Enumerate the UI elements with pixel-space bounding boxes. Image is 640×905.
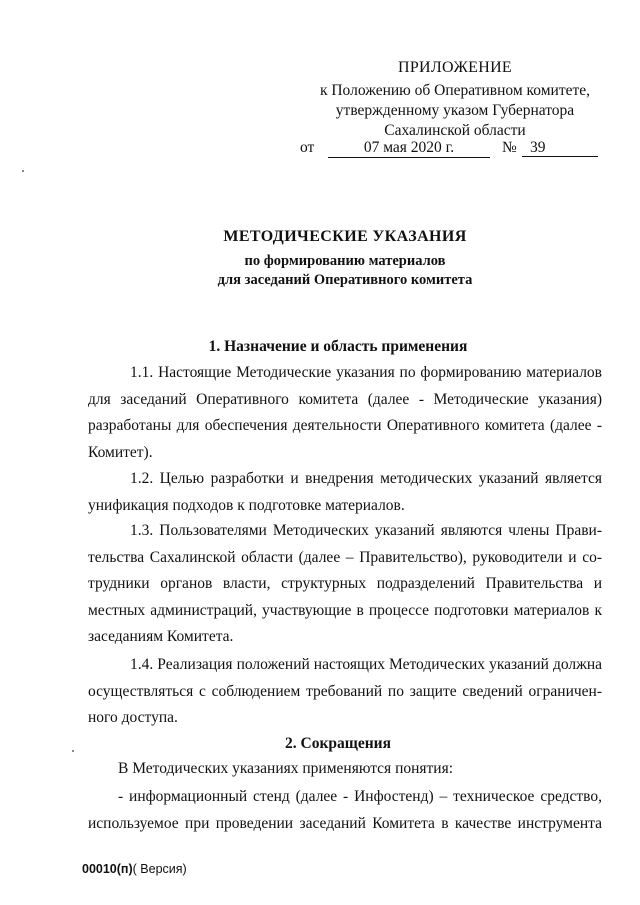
document-subtitle-line-1: по формированию материалов	[244, 253, 446, 269]
text-line: унификация подходов к подготовке материалов.	[88, 496, 405, 514]
text-line: тельства Сахалинской области (далее – Правительство), руководители и со-	[88, 548, 602, 566]
appendix-line: утвержденному указом Губернатора	[335, 102, 575, 119]
section-1-heading: 1. Назначение и область применения	[208, 338, 468, 355]
text-line: В Методических указаниях применяются понятия:	[118, 760, 454, 777]
paragraph-2-intro	[88, 756, 602, 783]
text-line: осуществляться с соблюдением требований по защите сведений ограничен-	[88, 682, 602, 700]
text-line: для заседаний Оперативного комитета (далее - Методические указания)	[88, 390, 602, 408]
text-line: 1.3. Пользователями Методических указаний являются члены Прави-	[130, 522, 602, 539]
text-line: заседаниям Комитета.	[88, 628, 234, 645]
scan-speck	[22, 170, 24, 172]
date-prefix: от	[300, 139, 315, 156]
page-footer	[82, 862, 187, 876]
appendix-title: ПРИЛОЖЕНИЕ	[397, 59, 512, 76]
paragraph-2-definition	[88, 784, 602, 837]
document-subtitle-line-2: для заседаний Оперативного комитета	[217, 272, 473, 288]
appendix-line: Сахалинской области	[384, 122, 526, 139]
text-line: местных администраций, участвующие в процессе подготовки материалов к	[88, 601, 602, 619]
text-line: 1.2. Целью разработки и внедрения методических указаний является	[130, 470, 602, 487]
text-line: используемое при проведении заседаний Комитета в качестве инструмента	[88, 814, 602, 832]
text-line: 1.1. Настоящие Методические указания по формированию материалов	[130, 364, 602, 381]
paragraph-1-3	[88, 518, 602, 651]
text-line: разработаны для обеспечения деятельности Оперативного комитета (далее -	[88, 417, 602, 434]
text-line: - информационный стенд (далее - Инфостенд) – техническое средство,	[118, 788, 602, 805]
text-line: 1.4. Реализация положений настоящих Методических указаний должна	[130, 656, 602, 673]
document-title: МЕТОДИЧЕСКИЕ УКАЗАНИЯ	[223, 228, 467, 245]
appendix-line: к Положению об Оперативном комитете,	[319, 82, 591, 99]
text-line: трудники органов власти, структурных подразделений Правительства и	[88, 575, 602, 592]
date-value: 07 мая 2020 г.	[328, 139, 490, 158]
paragraph-1-2	[88, 466, 602, 519]
appendix-date-line	[300, 139, 610, 161]
paragraph-1-1	[88, 360, 602, 466]
number-prefix: №	[502, 139, 517, 156]
scan-speck	[72, 750, 74, 752]
section-2-heading: 2. Сокращения	[285, 735, 391, 752]
paragraph-1-4	[88, 652, 602, 732]
number-value: 39	[522, 139, 598, 157]
appendix-block	[300, 58, 610, 141]
text-line: ного доступа.	[88, 709, 178, 726]
text-line: Комитет).	[88, 443, 153, 461]
footer-code: 00010(п)	[82, 862, 133, 876]
footer-version: ( Версия)	[132, 862, 187, 876]
